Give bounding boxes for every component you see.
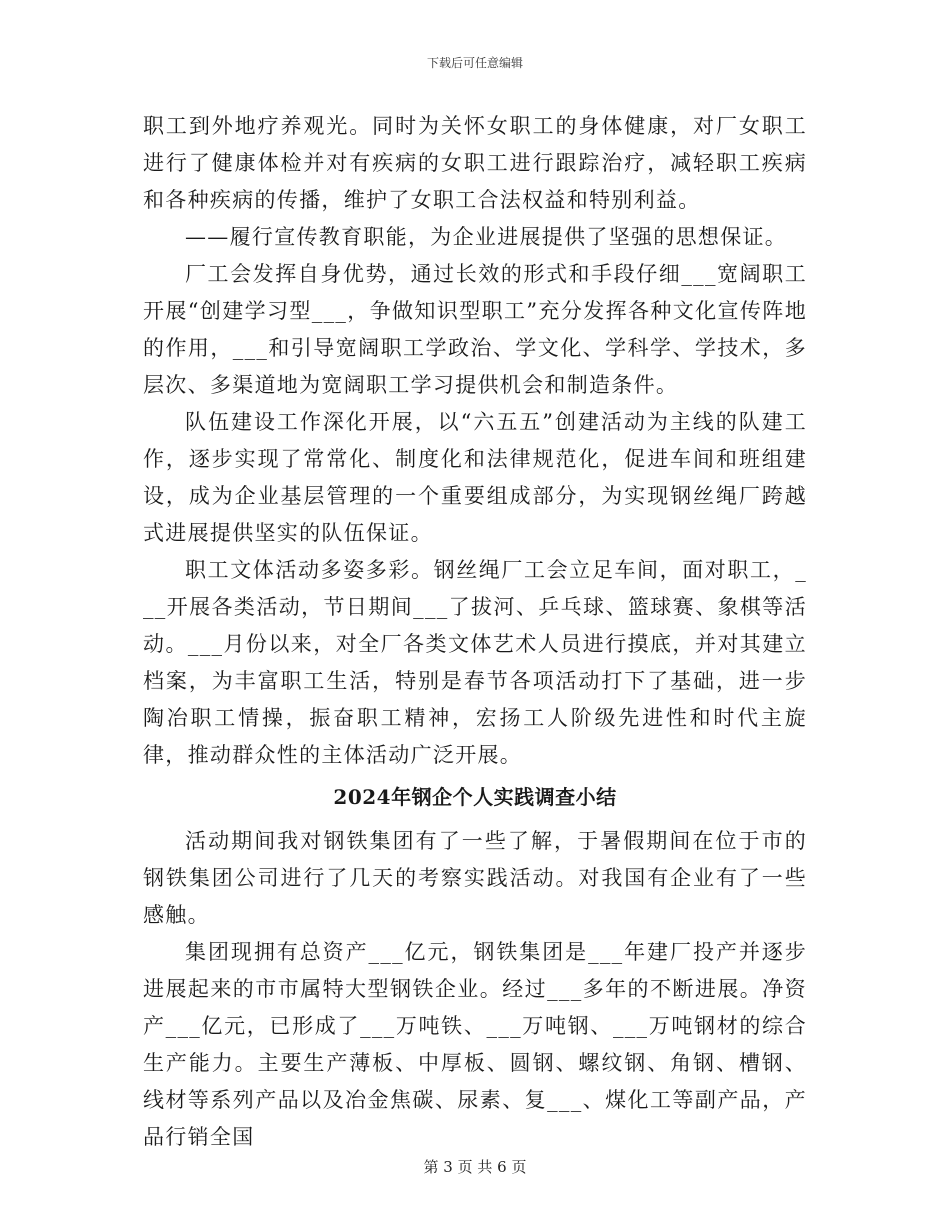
- section-title: 2024年钢企个人实践调查小结: [333, 785, 617, 809]
- paragraph-5: 职工文体活动多姿多彩。钢丝绳厂工会立足车间，面对职工，___开展各类活动，节日期间___了拔河、乒乓球、篮球赛、象棋等活动。___月份以来，对全厂各类文体艺术人员进行摸底，并对其建立档案，为丰富职工生活，特别是春节各项活动打下了基础，进一步陶冶职工情操，振奋职工精神，宏扬工人阶级先进性和时代主旋律，推动群众性的主体活动广泛开展。: [143, 558, 807, 767]
- paragraph-3: 厂工会发挥自身优势，通过长效的形式和手段仔细___宽阔职工开展“创建学习型___，争做知识型职工”充分发挥各种文化宣传阵地的作用，___和引导宽阔职工学政治、学文化、学科学、学技术，多层次、多渠道地为宽阔职工学习提供机会和制造条件。: [143, 262, 807, 397]
- page-number: 第 3 页 共 6 页: [423, 1158, 527, 1176]
- paragraph-2: ——履行宣传教育职能，为企业进展提供了坚强的思想保证。: [185, 225, 788, 249]
- paragraph-4: 队伍建设工作深化开展，以“六五五”创建活动为主线的队建工作，逐步实现了常常化、制度化和法律规范化，促进车间和班组建设，成为企业基层管理的一个重要组成部分，为实现钢丝绳厂跨越式进展提供坚实的队伍保证。: [143, 410, 807, 545]
- page-header-note: 下载后可任意编辑: [426, 56, 523, 70]
- document-body: [143, 108, 807, 1156]
- section-paragraph-1: 活动期间我对钢铁集团有了一些了解，于暑假期间在位于市的钢铁集团公司进行了几天的考察实践活动。对我国有企业有了一些感触。: [143, 829, 807, 927]
- section-paragraph-2: 集团现拥有总资产___亿元，钢铁集团是___年建厂投产并逐步进展起来的市市属特大型钢铁企业。经过___多年的不断进展。净资产___亿元，已形成了___万吨铁、___万吨钢、___万吨钢材的综合生产能力。主要生产薄板、中厚板、圆钢、螺纹钢、角钢、槽钢、线材等系列产品以及冶金焦碳、尿素、复___、煤化工等副产品，产品行销全国: [143, 940, 807, 1149]
- paragraph-1: 职工到外地疗养观光。同时为关怀女职工的身体健康，对厂女职工进行了健康体检并对有疾病的女职工进行跟踪治疗，减轻职工疾病和各种疾病的传播，维护了女职工合法权益和特别利益。: [143, 114, 807, 212]
